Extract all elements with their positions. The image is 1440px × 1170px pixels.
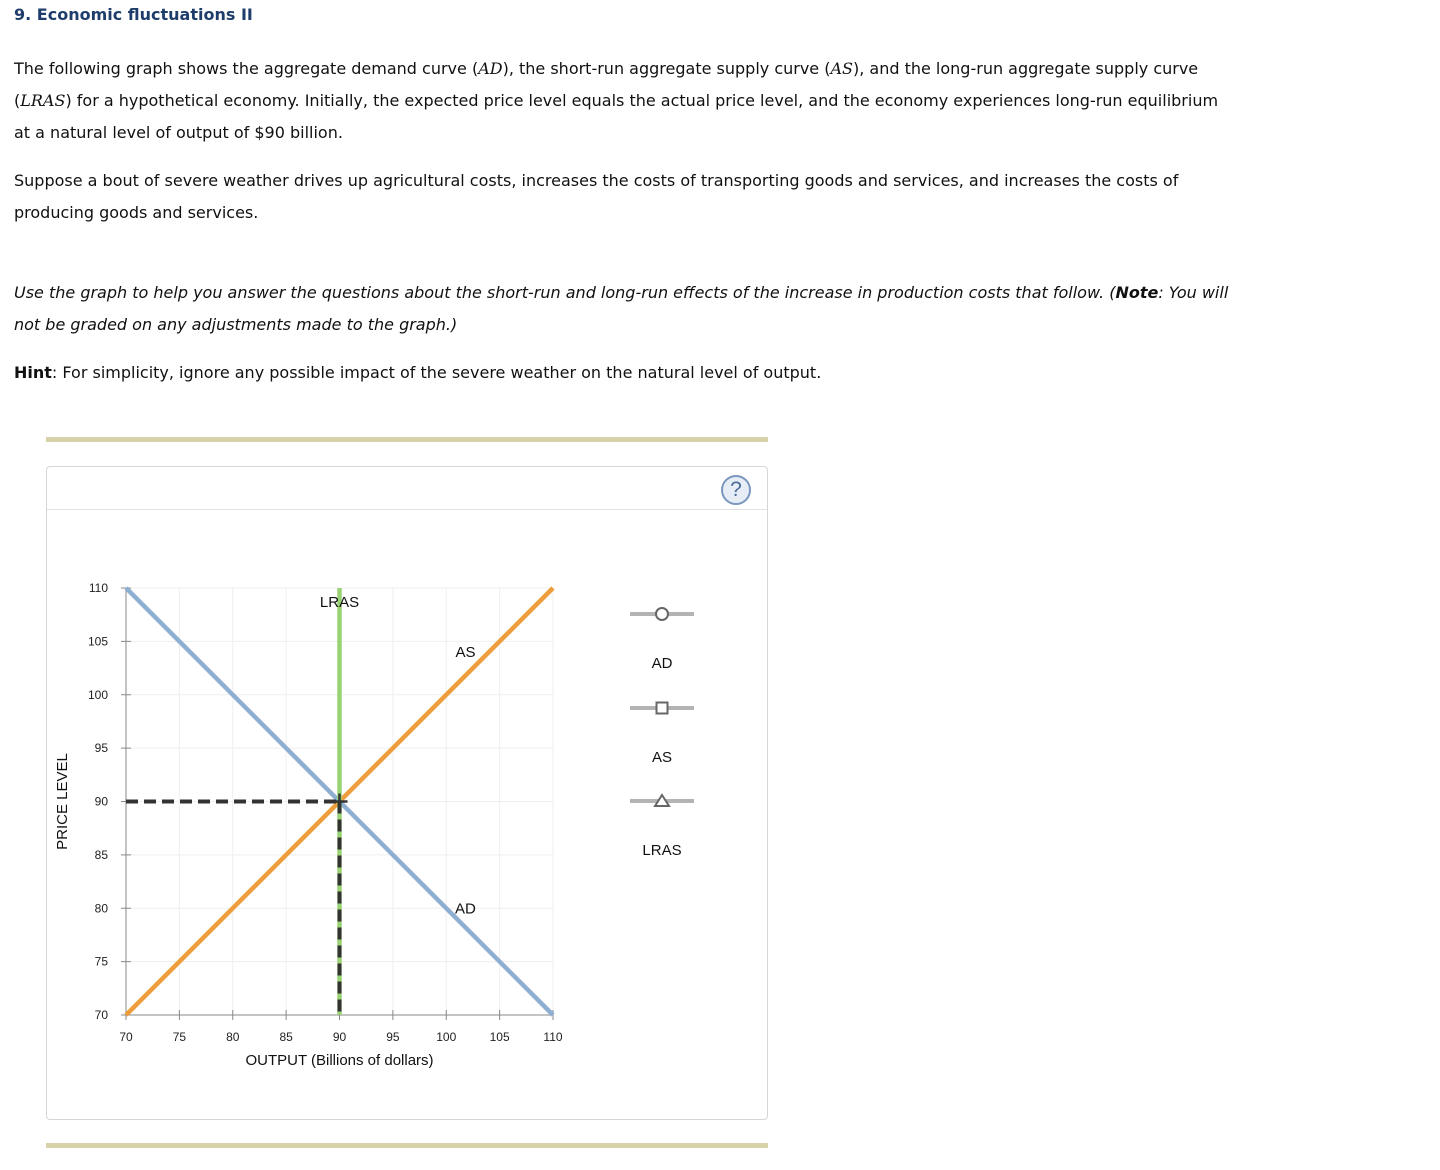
y-tick-label: 80 <box>94 901 108 916</box>
graph-panel-header <box>47 467 767 510</box>
top-divider <box>46 437 768 442</box>
x-tick-label: 110 <box>543 1030 563 1044</box>
legend-label: LRAS <box>642 842 682 859</box>
x-tick-label: 75 <box>172 1030 187 1044</box>
x-tick-label: 70 <box>119 1030 133 1044</box>
x-tick-label: 80 <box>226 1030 240 1044</box>
legend-item-lras[interactable] <box>630 795 694 859</box>
legend-label: AD <box>651 655 673 672</box>
question-title: 9. Economic fluctuations II <box>14 5 253 24</box>
x-tick-label: 85 <box>279 1030 293 1044</box>
curve-label-as: AS <box>455 644 476 662</box>
intro-paragraph: The following graph shows the aggregate demand curve (AD), the short-run aggregate supply curve (AS), and the long-run aggregate supply curve (LRAS) for a hypothetical economy. Initially, the expected price level equals the actual price level, and the economy experiences long-run equilibrium at a natural level of output of $90 billion. <box>14 59 1219 142</box>
help-icon[interactable]: ? <box>721 475 751 505</box>
y-tick-label: 70 <box>94 1008 108 1022</box>
y-tick-label: 95 <box>94 741 108 756</box>
legend-label: AS <box>651 749 673 766</box>
x-axis-title: OUTPUT (Billions of dollars) <box>245 1052 434 1069</box>
y-tick-label: 75 <box>94 954 108 969</box>
x-tick-label: 90 <box>332 1030 347 1044</box>
curve-label-ad: AD <box>455 900 476 918</box>
y-tick-label: 90 <box>94 794 108 809</box>
graph-canvas[interactable] <box>47 509 767 1119</box>
x-tick-label: 105 <box>489 1030 510 1044</box>
curve-label-lras: LRAS <box>319 593 360 611</box>
y-tick-label: 85 <box>94 847 108 862</box>
y-tick-label: 105 <box>87 634 108 649</box>
x-tick-label: 100 <box>436 1030 457 1044</box>
graph-panel <box>46 466 768 1120</box>
y-axis-title: PRICE LEVEL <box>54 753 71 850</box>
y-tick-label: 110 <box>88 581 108 595</box>
legend-item-ad[interactable] <box>630 608 694 672</box>
x-tick-label: 95 <box>386 1030 400 1044</box>
circle-marker-icon <box>656 608 668 620</box>
instruction-paragraph: Use the graph to help you answer the questions about the short-run and long-run effects of the increase in production costs that follow. (Note: You will not be graded on any adjustments made to the graph.) <box>14 283 1229 334</box>
hint-paragraph: Hint: For simplicity, ignore any possible impact of the severe weather on the natural level of output. <box>14 363 822 382</box>
y-tick-label: 100 <box>87 687 108 702</box>
square-marker-icon <box>657 703 668 714</box>
scenario-paragraph: Suppose a bout of severe weather drives up agricultural costs, increases the costs of transporting goods and services, and increases the costs of producing goods and services. <box>14 171 1179 222</box>
bottom-divider <box>46 1143 768 1148</box>
legend-item-as[interactable] <box>630 703 694 767</box>
